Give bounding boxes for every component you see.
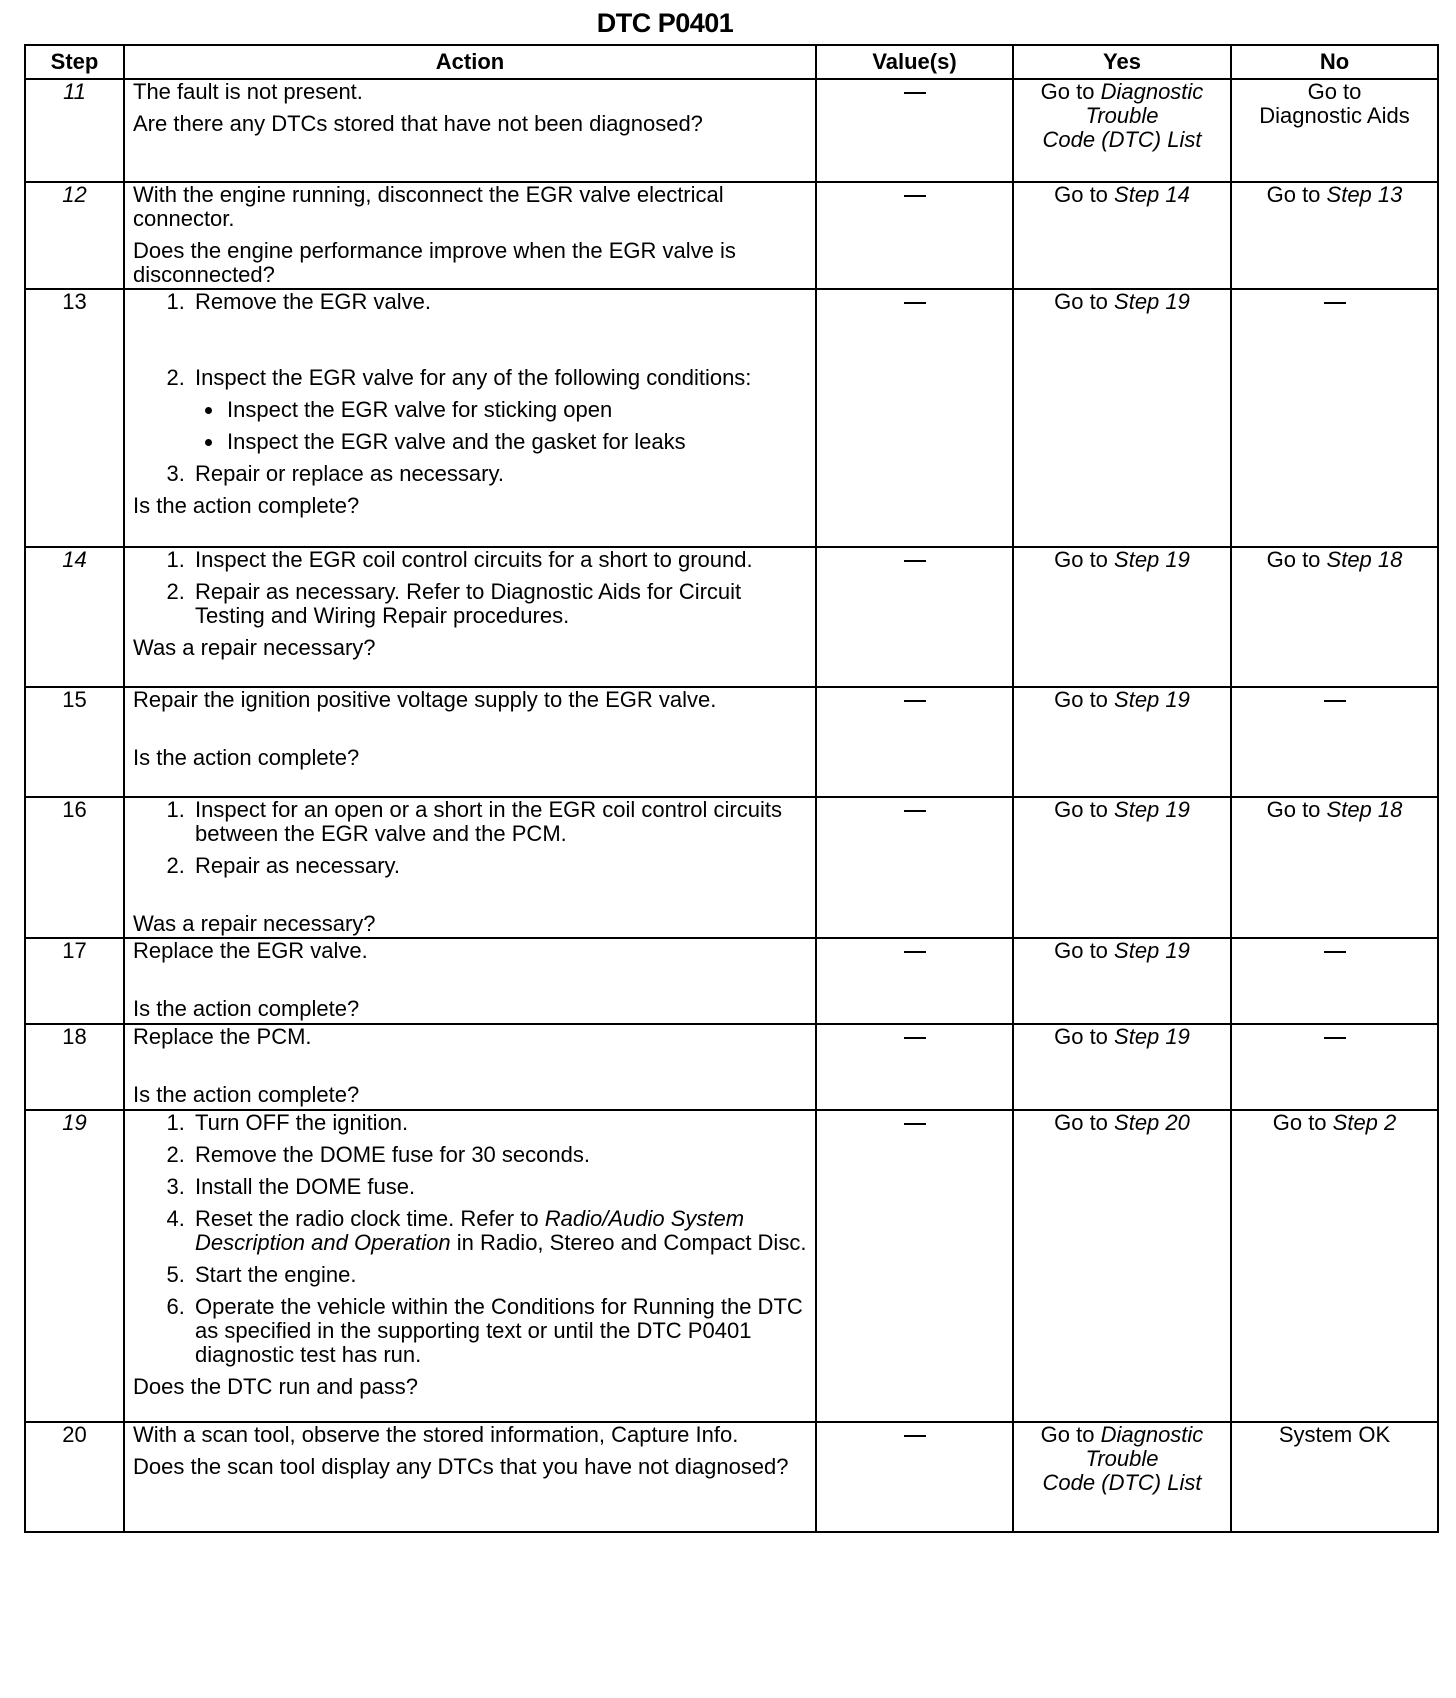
no-link[interactable]: Step 13 — [1326, 182, 1403, 207]
condition-item: • Inspect the EGR valve for sticking open — [225, 398, 807, 422]
action-question: Is the action complete? — [133, 1082, 360, 1107]
dash-icon — [1324, 302, 1346, 304]
procedure-step: 1. Inspect the EGR coil control circuits for a short to ground. — [191, 548, 807, 572]
dash-icon — [904, 92, 926, 94]
step-number: 20 — [25, 1422, 124, 1532]
step-number: 14 — [25, 547, 124, 687]
yes-link[interactable]: Step 20 — [1114, 1110, 1190, 1135]
table-row-step-18 — [25, 1024, 1438, 1110]
value-cell — [816, 79, 1013, 182]
value-cell — [816, 797, 1013, 938]
action-cell — [124, 687, 816, 797]
yes-link[interactable]: Go to Diagnostic — [1040, 79, 1204, 104]
yes-link[interactable]: Step 19 — [1114, 1024, 1190, 1049]
procedure-list — [133, 1111, 807, 1367]
action-text: Replace the EGR valve. — [133, 938, 368, 963]
dash-icon — [904, 810, 926, 812]
dash-icon — [904, 1435, 926, 1437]
procedure-step: 2. Repair as necessary. Refer to Diagnostic Aids for Circuit Testing and Wiring Repair procedures. — [191, 580, 807, 628]
table-row-step-16 — [25, 797, 1438, 938]
action-cell — [124, 547, 816, 687]
header-step: Step — [25, 45, 124, 79]
yes-link[interactable]: Step 14 — [1114, 182, 1190, 207]
action-question: Is the action complete? — [133, 493, 360, 518]
step-number: 15 — [25, 687, 124, 797]
procedure-step: 2. Inspect the EGR valve for any of the following conditions: • Inspect the EGR valve for sticking open • Inspect the EGR valve and the gasket for leaks — [191, 366, 807, 454]
yes-cell[interactable]: Go to Step 20 — [1013, 1110, 1231, 1422]
no-link[interactable]: Diagnostic Aids — [1259, 103, 1410, 128]
dash-icon — [1324, 700, 1346, 702]
no-cell[interactable]: Go to Step 2 — [1231, 1110, 1438, 1422]
action-cell — [124, 1024, 816, 1110]
action-question: Is the action complete? — [133, 745, 360, 770]
reference-link[interactable]: Diagnostic Aids for Circuit Testing and Wiring Repair procedures. — [195, 579, 742, 628]
dash-icon — [904, 195, 926, 197]
yes-link[interactable]: Go to Diagnostic — [1040, 1422, 1204, 1447]
yes-cell[interactable]: Go to Step 19 — [1013, 938, 1231, 1024]
table-row-step-17 — [25, 938, 1438, 1024]
table-row-step-20 — [25, 1422, 1438, 1532]
step-number: 19 — [25, 1110, 124, 1422]
action-question: Does the engine performance improve when the EGR valve is disconnected? — [133, 238, 736, 287]
value-cell — [816, 1110, 1013, 1422]
yes-link[interactable]: Step 19 — [1114, 289, 1190, 314]
condition-list — [195, 398, 807, 454]
header-no: No — [1231, 45, 1438, 79]
action-cell — [124, 1422, 816, 1532]
no-cell — [1231, 289, 1438, 547]
action-cell — [124, 938, 816, 1024]
system-ok-text: System OK — [1278, 1422, 1391, 1447]
table-row-step-12 — [25, 182, 1438, 289]
dash-icon — [904, 951, 926, 953]
procedure-list — [133, 798, 807, 878]
yes-link[interactable]: Step 19 — [1114, 547, 1190, 572]
no-cell[interactable]: Go to Step 13 — [1231, 182, 1438, 289]
value-cell — [816, 182, 1013, 289]
yes-link[interactable]: Step 19 — [1114, 797, 1190, 822]
procedure-list — [133, 290, 807, 486]
action-cell — [124, 797, 816, 938]
value-cell — [816, 687, 1013, 797]
no-cell — [1231, 938, 1438, 1024]
action-text: Replace the PCM. — [133, 1024, 312, 1049]
table-row-step-11 — [25, 79, 1438, 182]
yes-cell[interactable]: Go to Step 14 — [1013, 182, 1231, 289]
action-text: With the engine running, disconnect the EGR valve electrical connector. — [133, 182, 724, 231]
yes-cell[interactable]: Go to Step 19 — [1013, 687, 1231, 797]
action-cell — [124, 79, 816, 182]
action-text: Repair the ignition positive voltage supply to the EGR valve. — [133, 687, 717, 712]
procedure-step: 6. Operate the vehicle within the Conditions for Running the DTC as specified in the supporting text or until the DTC P0401 diagnostic test has run. — [191, 1295, 807, 1367]
action-question: Are there any DTCs stored that have not been diagnosed? — [133, 111, 703, 136]
step-number: 11 — [25, 79, 124, 182]
header-yes: Yes — [1013, 45, 1231, 79]
header-action: Action — [124, 45, 816, 79]
step-number: 18 — [25, 1024, 124, 1110]
procedure-step: 1. Turn OFF the ignition. — [191, 1111, 807, 1135]
yes-cell[interactable]: Go to Diagnostic Trouble Code (DTC) List — [1013, 79, 1231, 182]
yes-cell[interactable]: Go to Step 19 — [1013, 289, 1231, 547]
dash-icon — [904, 1123, 926, 1125]
table-row-step-15 — [25, 687, 1438, 797]
header-values: Value(s) — [816, 45, 1013, 79]
value-cell — [816, 1024, 1013, 1110]
procedure-step: 3. Repair or replace as necessary. — [191, 462, 807, 486]
action-cell — [124, 1110, 816, 1422]
table-header-row — [25, 45, 1438, 79]
procedure-step: 1. Inspect for an open or a short in the EGR coil control circuits between the EGR valve and the PCM. — [191, 798, 807, 846]
action-question: Is the action complete? — [133, 996, 360, 1021]
no-link[interactable]: Step 2 — [1332, 1110, 1397, 1135]
no-cell — [1231, 1422, 1438, 1532]
no-cell — [1231, 1024, 1438, 1110]
dash-icon — [904, 560, 926, 562]
no-link[interactable]: Step 18 — [1326, 797, 1403, 822]
action-text: With a scan tool, observe the stored information, Capture Info. — [133, 1422, 739, 1447]
page-title: DTC P0401 — [596, 8, 734, 38]
dash-icon — [904, 1037, 926, 1039]
no-cell[interactable]: Go to Step 18 — [1231, 547, 1438, 687]
procedure-step: 2. Repair as necessary. — [191, 854, 807, 878]
condition-item: • Inspect the EGR valve and the gasket for leaks — [225, 430, 807, 454]
procedure-step: 1. Remove the EGR valve. — [191, 290, 807, 358]
table-row-step-13 — [25, 289, 1438, 547]
yes-cell[interactable]: Go to Step 19 — [1013, 797, 1231, 938]
yes-link[interactable]: Step 19 — [1114, 687, 1190, 712]
no-link[interactable]: Step 18 — [1326, 547, 1403, 572]
yes-cell[interactable]: Go to Diagnostic Trouble Code (DTC) List — [1013, 1422, 1231, 1532]
procedure-step: 5. Start the engine. — [191, 1263, 807, 1287]
value-cell — [816, 289, 1013, 547]
procedure-step: 4. Reset the radio clock time. Refer to Radio/Audio System Description and Operation in Radio, Stereo and Compact Disc. — [191, 1207, 807, 1255]
action-question: Was a repair necessary? — [133, 911, 376, 936]
step-number: 17 — [25, 938, 124, 1024]
step-number: 16 — [25, 797, 124, 938]
dash-icon — [904, 302, 926, 304]
action-cell — [124, 182, 816, 289]
procedure-list — [133, 548, 807, 628]
procedure-step: 2. Remove the DOME fuse for 30 seconds. — [191, 1143, 807, 1167]
value-cell — [816, 547, 1013, 687]
dash-icon — [1324, 951, 1346, 953]
reference-link[interactable]: Radio/Audio System Description and Operation — [195, 1206, 745, 1255]
no-cell[interactable]: Go to Diagnostic Aids — [1231, 79, 1438, 182]
action-question: Does the DTC run and pass? — [133, 1374, 418, 1399]
value-cell — [816, 938, 1013, 1024]
no-cell[interactable]: Go to Step 18 — [1231, 797, 1438, 938]
yes-cell[interactable]: Go to Step 19 — [1013, 1024, 1231, 1110]
step-number: 12 — [25, 182, 124, 289]
action-question: Was a repair necessary? — [133, 635, 376, 660]
table-row-step-19 — [25, 1110, 1438, 1422]
step-number: 13 — [25, 289, 124, 547]
action-cell — [124, 289, 816, 547]
value-cell — [816, 1422, 1013, 1532]
dash-icon — [1324, 1037, 1346, 1039]
dtc-diagnostic-table — [24, 44, 1439, 1533]
no-cell — [1231, 687, 1438, 797]
dash-icon — [904, 700, 926, 702]
procedure-step: 3. Install the DOME fuse. — [191, 1175, 807, 1199]
action-text: The fault is not present. — [133, 79, 363, 104]
table-row-step-14 — [25, 547, 1438, 687]
action-question: Does the scan tool display any DTCs that you have not diagnosed? — [133, 1454, 789, 1479]
yes-link[interactable]: Step 19 — [1114, 938, 1190, 963]
yes-cell[interactable]: Go to Step 19 — [1013, 547, 1231, 687]
